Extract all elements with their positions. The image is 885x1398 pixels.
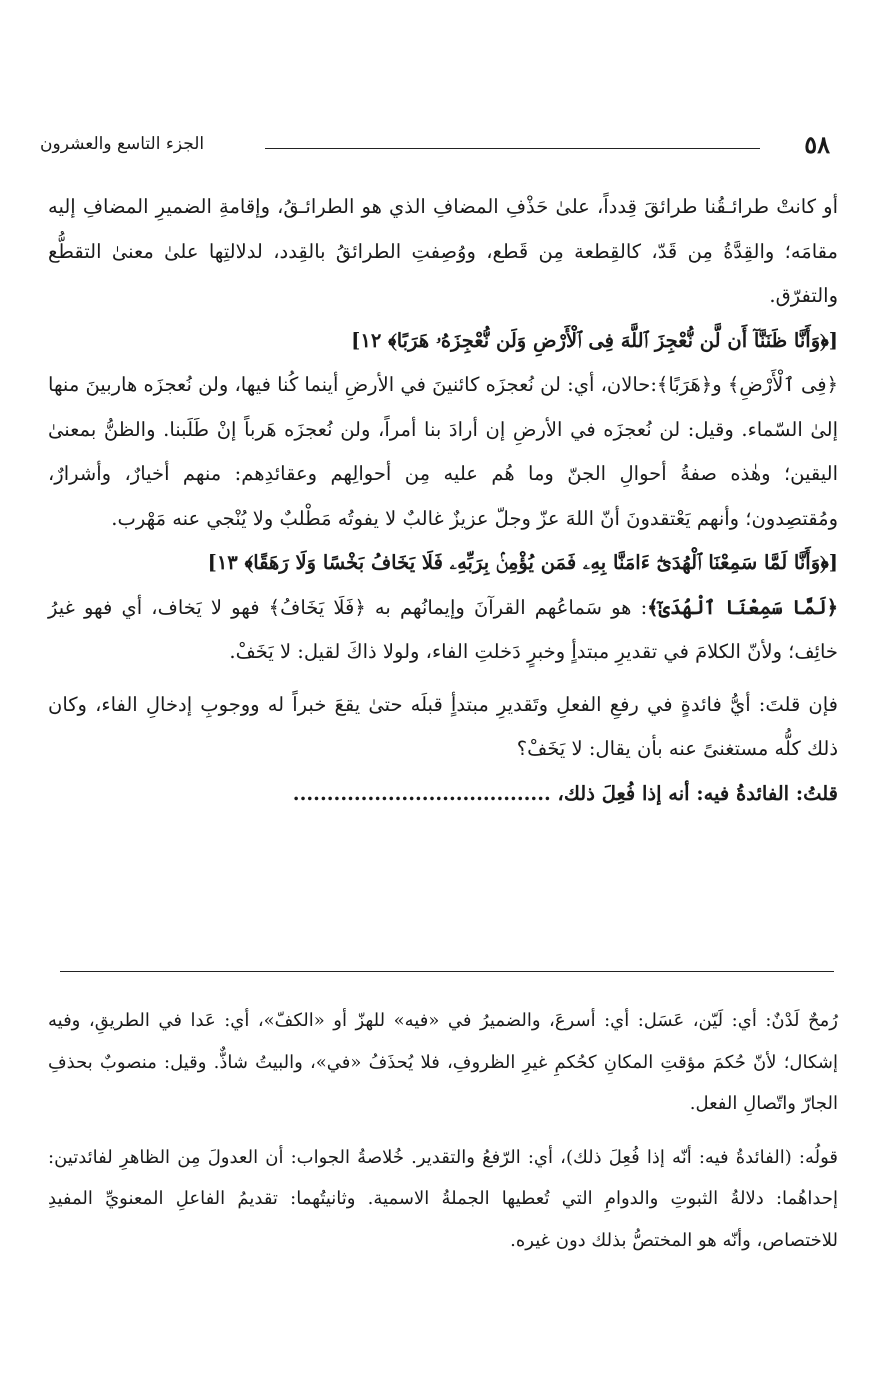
paragraph-5: قلتُ: الفائدةُ فيه: أنه إذا فُعِلَ ذلك، ......................................: [292, 781, 838, 805]
paragraph-3: [48, 586, 838, 675]
paragraph-1: أو كانتْ طرائـقُنا طرائقَ قِدداً، علىٰ حَذْفِ المضافِ الذي هو الطرائـقُ، وإقامةِ الضميرِ المضافِ إليه مقامَه؛ والقِدَّةُ مِن قَدّ، كالقِطعة مِن قَطع، ووُصِفتِ الطرائقُ بالقِدد، لدلالتِها علىٰ معنىٰ التقطُّع والتفرّق.: [48, 195, 838, 307]
main-text: [48, 185, 838, 816]
spacer: [48, 1125, 838, 1137]
paragraph-2: ﴿فِى ٱلْأَرْضِ﴾ و﴿هَرَبًا﴾:حالان، أي: لن نُعجزَه كائنينَ في الأرضِ أينما كُنا فيها، ولن نُعجزَه هاربينَ منها إلىٰ السّماء. وقيل: لن نُعجزَه في الأرضِ إن أرادَ بنا أمراً، ولن نُعجزَه هَرباً إنْ طَلَبنا. والظنُّ بمعنىٰ اليقين؛ وهٰذه صفةُ أحوالِ الجنّ وما هُم عليه مِن أحوالِهم وعقائدِهم: منهم أخيارٌ، وأشرارٌ، ومُقتصِدون؛ وأنهم يَعْتقدونَ أنّ اللهَ عزّ وجلّ عزيزٌ غالبٌ لا يفوتُه مَطْلبٌ ولا يُنْجي عنه مَهْرب.: [48, 373, 838, 530]
page-header: [40, 130, 830, 166]
verse-13: [﴿وَأَنَّا لَمَّا سَمِعْنَا ٱلْهُدَىٰٓ ءَامَنَّا بِهِۦ فَمَن يُؤْمِنۢ بِرَبِّهِۦ فَلَا يَخَافُ بَخْسًا وَلَا رَهَقًا﴾ ١٣]: [207, 551, 838, 574]
footnote-1: رُمحٌ لَدْنٌ: أي: لَيّن، عَسَل: أي: أسرعَ، والضميرُ في «فيه» للهزّ أو «الكفّ»، أي: عَدا في الطريقِ، وفيه إشكال؛ لأنّ حُكمَ مؤقتِ المكانِ كحُكمِ غيرِ الظروفِ، فلا يُحذَفُ «في»، والبيتُ شاذٌّ. وقيل: منصوبٌ بحذفِ الجارّ واتّصالِ الفعل.: [48, 1010, 838, 1114]
footnote-2: قولُه: (الفائدةُ فيه: أنّه إذا فُعِلَ ذلك)، أي: الرّفعُ والتقدير. خُلاصةُ الجواب: أن العدولَ مِن الظاهرِ لفائدتين: إحداهُما: دلالةُ الثبوتِ والدوامِ التي تُعطيها الجملةُ الاسمية. وثانيتُهما: تقديمُ الفاعلِ المعنويِّ المفيدِ للاختصاص، وأنّه هو المختصُّ بذلك دون غيره.: [48, 1146, 838, 1251]
running-head: الجزء التاسع والعشرون: [40, 134, 205, 154]
header-rule: [265, 148, 760, 149]
paragraph-3-lead: ﴿لَمَّا سَمِعْنَا ٱلْهُدَىٰٓ﴾: [647, 595, 838, 619]
page-number: ٥٨: [804, 130, 830, 159]
footnote-separator: [60, 971, 834, 972]
verse-12: [﴿وَأَنَّا ظَنَنَّآ أَن لَّن نُّعْجِزَ ٱللَّهَ فِى ٱلْأَرْضِ وَلَن نُّعْجِزَهُۥ هَرَبًا﴾ ١٢]: [351, 328, 838, 352]
paragraph-4: فإن قلتَ: أيُّ فائدةٍ في رفعِ الفعلِ وتَقديرِ مبتدأٍ قبلَه حتىٰ يقعَ خبراً له ووجوبِ إدخالِ الفاء، وكان ذلك كلُّه مستغنىً عنه بأن يقال: لا يَخَفْ؟: [48, 692, 838, 760]
spacer: [48, 675, 838, 683]
footnotes: [48, 1000, 838, 1261]
paragraph-3-body: : هو سَماعُهم القرآنَ وإيمانُهم به ﴿فَلَا يَخَافُ﴾ فهو لا يَخاف، أي فهو غيرُ خائِف؛ ولأنّ الكلامَ في تقديرِ مبتدأٍ وخبرٍ دَخلتِ الفاء، ولولا ذاكَ لقيل: لا يَخَفْ.: [48, 595, 838, 663]
